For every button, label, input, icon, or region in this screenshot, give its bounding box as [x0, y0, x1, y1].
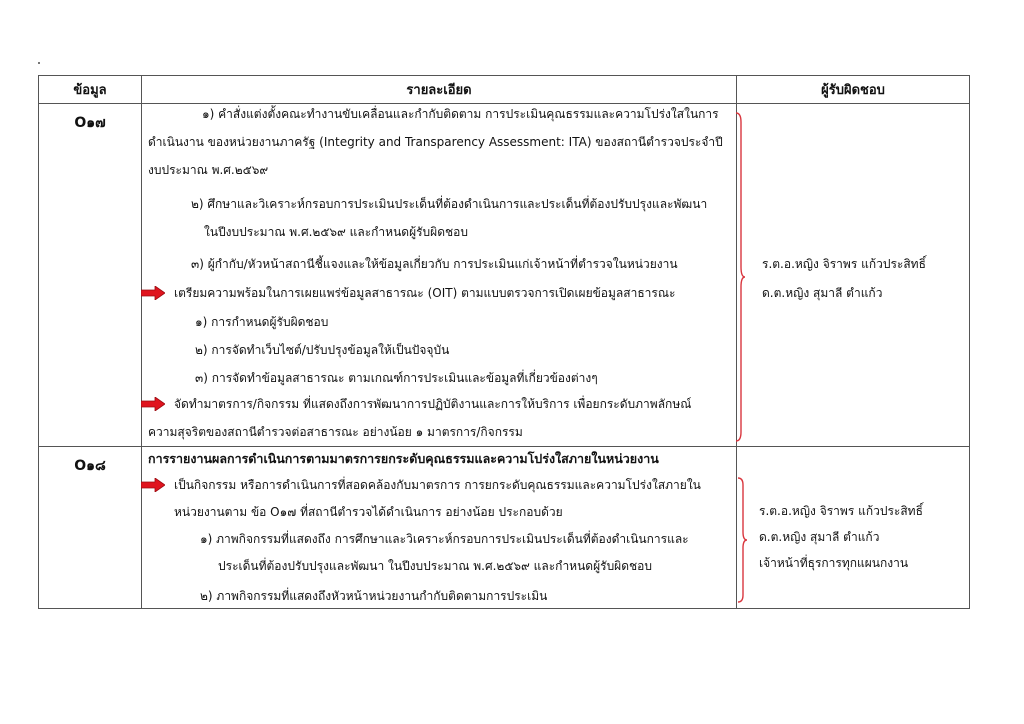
detail-line: ๓) การจัดทำข้อมูลสาธารณะ ตามเกณฑ์การประเมินและข้อมูลที่เกี่ยวข้องต่างๆ	[195, 371, 598, 385]
detail-line: ความสุจริตของสถานีตำรวจต่อสาธารณะ อย่างน้อย ๑ มาตรการ/กิจกรรม	[148, 425, 523, 439]
detail-table	[38, 75, 970, 609]
row-responsible	[737, 447, 970, 609]
table-row	[39, 447, 970, 609]
responsible-person: ร.ต.อ.หญิง จิราพร แก้วประสิทธิ์	[759, 504, 923, 518]
detail-line: ประเด็นที่ต้องปรับปรุงและพัฒนา ในปีงบประมาณ พ.ศ.๒๕๖๙ และกำหนดผู้รับผิดชอบ	[218, 559, 652, 573]
curly-brace-icon	[735, 112, 745, 442]
curly-brace-icon	[737, 477, 747, 603]
detail-line: ดำเนินงาน ของหน่วยงานภาครัฐ (Integrity and Transparency Assessment: ITA) ของสถานีตำรวจประจำปี	[148, 135, 723, 149]
detail-line: ๑) ภาพกิจกรรมที่แสดงถึง การศึกษาและวิเคราะห์กรอบการประเมินประเด็นที่ต้องดำเนินการและ	[200, 532, 689, 546]
detail-line: ๑) คำสั่งแต่งตั้งคณะทำงานขับเคลื่อนและกำกับติดตาม การประเมินคุณธรรมและความโปร่งใสในการ	[202, 107, 719, 121]
responsible-person: ร.ต.อ.หญิง จิราพร แก้วประสิทธิ์	[762, 257, 926, 271]
row-code: O๑๗	[39, 104, 142, 447]
detail-line: ในปีงบประมาณ พ.ศ.๒๕๖๙ และกำหนดผู้รับผิดชอบ	[204, 225, 468, 239]
header-responsible: ผู้รับผิดชอบ	[737, 76, 970, 104]
detail-line: หน่วยงานตาม ข้อ O๑๗ ที่สถานีตำรวจได้ดำเนินการ อย่างน้อย ประกอบด้วย	[174, 505, 563, 519]
detail-line: เตรียมความพร้อมในการเผยแพร่ข้อมูลสาธารณะ (OIT) ตามแบบตรวจการเปิดเผยข้อมูลสาธารณะ	[174, 286, 676, 300]
stray-dot	[38, 62, 40, 64]
detail-line: งบประมาณ พ.ศ.๒๕๖๙	[148, 163, 269, 177]
responsible-person: เจ้าหน้าที่ธุรการทุกแผนกงาน	[759, 556, 909, 570]
header-data: ข้อมูล	[39, 76, 142, 104]
detail-line: จัดทำมาตรการ/กิจกรรม ที่แสดงถึงการพัฒนาการปฏิบัติงานและการให้บริการ เพื่อยกระดับภาพลักษณ์	[174, 397, 692, 411]
red-right-arrow-icon	[141, 478, 165, 492]
header-details: รายละเอียด	[142, 76, 737, 104]
detail-heading: การรายงานผลการดำเนินการตามมาตรการยกระดับคุณธรรมและความโปร่งใสภายในหน่วยงาน	[148, 451, 659, 466]
red-right-arrow-icon	[141, 397, 165, 411]
table-row	[39, 104, 970, 447]
table-header-row	[39, 76, 970, 104]
row-details	[142, 104, 737, 447]
detail-line: ๒) ภาพกิจกรรมที่แสดงถึงหัวหน้าหน่วยงานกำกับติดตามการประเมิน	[200, 589, 548, 603]
responsible-person: ด.ต.หญิง สุมาลี ตำแก้ว	[762, 286, 883, 300]
detail-line: ๑) การกำหนดผู้รับผิดชอบ	[195, 315, 329, 329]
detail-line: ๓) ผู้กำกับ/หัวหน้าสถานีชี้แจงและให้ข้อมูลเกี่ยวกับ การประเมินแก่เจ้าหน้าที่ตำรวจในหน่วยงาน	[191, 257, 678, 271]
responsible-person: ด.ต.หญิง สุมาลี ตำแก้ว	[759, 530, 880, 544]
detail-line: เป็นกิจกรรม หรือการดำเนินการที่สอดคล้องกับมาตรการ การยกระดับคุณธรรมและความโปร่งใสภายใน	[174, 478, 701, 492]
detail-line: ๒) การจัดทำเว็บไซต์/ปรับปรุงข้อมูลให้เป็นปัจจุบัน	[195, 343, 450, 357]
red-right-arrow-icon	[141, 286, 165, 300]
detail-line: ๒) ศึกษาและวิเคราะห์กรอบการประเมินประเด็นที่ต้องดำเนินการและประเด็นที่ต้องปรับปรุงและพัฒนา	[191, 197, 708, 211]
row-responsible	[737, 104, 970, 447]
row-details	[142, 447, 737, 609]
row-code: O๑๘	[39, 447, 142, 609]
